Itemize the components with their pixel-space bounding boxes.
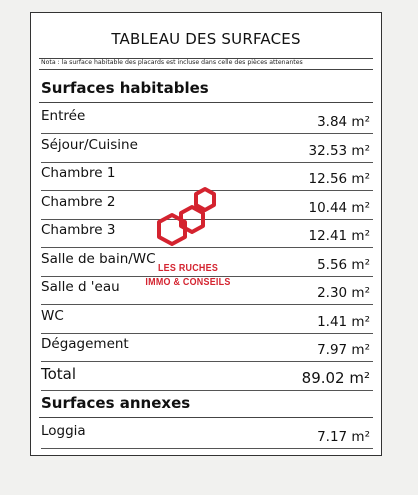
table-row <box>41 306 373 334</box>
row-label: Loggia <box>41 423 86 439</box>
row-value: 5.56 m² <box>317 257 370 273</box>
table-row <box>41 106 373 134</box>
row-label: Salle d 'eau <box>41 279 120 295</box>
row-label: WC <box>41 308 64 324</box>
total-value: 89.02 m² <box>301 369 370 387</box>
row-value: 10.44 m² <box>308 200 370 216</box>
row-label: Chambre 1 <box>41 165 116 181</box>
section-surfaces-annexes: Surfaces annexes <box>41 394 191 412</box>
row-value: 12.41 m² <box>308 228 370 244</box>
total-label: Total <box>41 365 77 383</box>
row-value: 32.53 m² <box>308 143 370 159</box>
row-value: 7.97 m² <box>317 342 370 358</box>
section-surfaces-habitables: Surfaces habitables <box>41 79 209 97</box>
row-value: 2.30 m² <box>317 285 370 301</box>
table-row <box>41 421 373 449</box>
row-label: Chambre 3 <box>41 222 116 238</box>
row-label: Dégagement <box>41 336 129 352</box>
row-value: 1.41 m² <box>317 314 370 330</box>
note-text: Nota : la surface habitable des placards est incluse dans celle des pièces attenantes <box>41 59 303 66</box>
total-row <box>41 363 373 391</box>
logo-line-1: LES RUCHES <box>157 262 219 274</box>
table-title: TABLEAU DES SURFACES <box>111 30 301 48</box>
table-row <box>41 135 373 163</box>
row-value: 12.56 m² <box>308 171 370 187</box>
divider <box>39 69 373 70</box>
row-label: Salle de bain/WC <box>41 251 156 267</box>
hexagons-icon <box>152 185 224 260</box>
row-value: 3.84 m² <box>317 114 370 130</box>
divider <box>39 417 373 418</box>
row-value: 7.17 m² <box>317 429 370 445</box>
table-row <box>41 334 373 362</box>
row-label: Séjour/Cuisine <box>41 137 138 153</box>
logo-line-2: IMMO & CONSEILS <box>145 276 231 288</box>
row-label: Chambre 2 <box>41 194 116 210</box>
row-label: Entrée <box>41 108 86 124</box>
les-ruches-logo <box>145 185 231 295</box>
divider <box>39 102 373 103</box>
